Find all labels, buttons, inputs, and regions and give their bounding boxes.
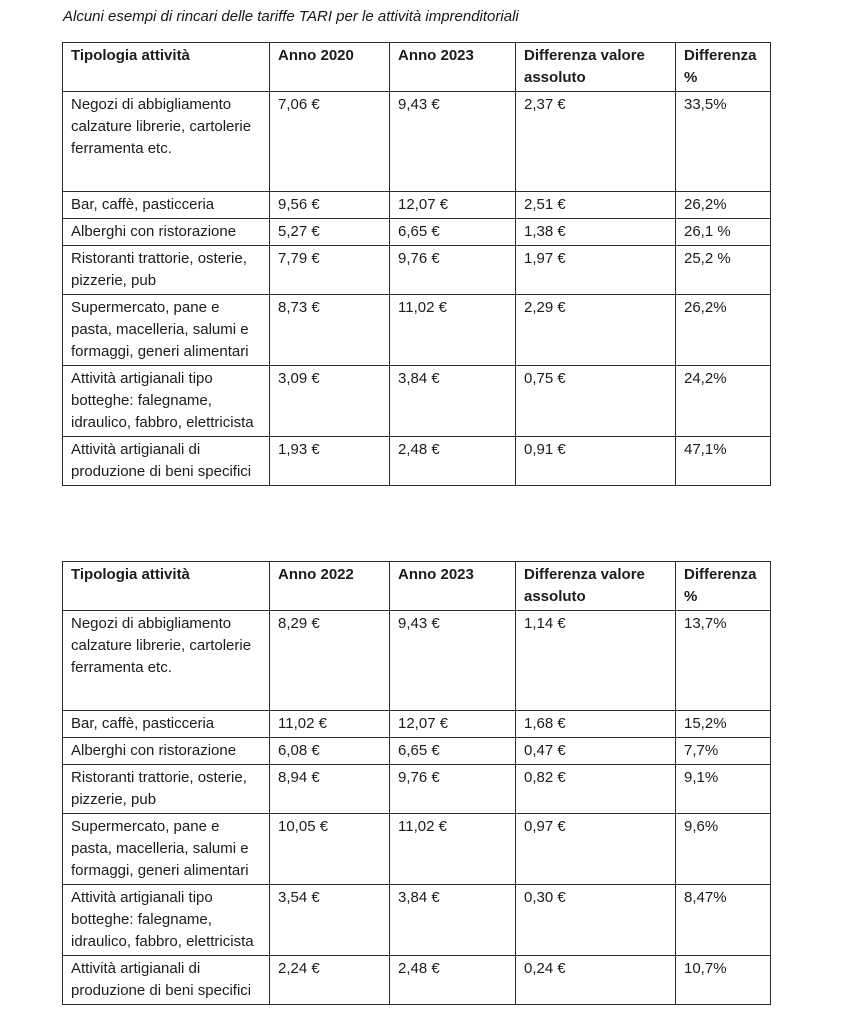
value-cell: 7,7% <box>676 738 771 765</box>
table-row <box>63 711 771 738</box>
table-row <box>63 192 771 219</box>
table-row <box>63 956 771 1005</box>
column-header: Anno 2023 <box>390 43 516 92</box>
value-cell: 2,37 € <box>516 92 676 192</box>
value-cell: 3,09 € <box>270 366 390 437</box>
header-row <box>63 562 771 611</box>
value-cell: 15,2% <box>676 711 771 738</box>
activity-type-cell: Attività artigianali di produzione di beni specifici <box>63 437 270 486</box>
value-cell: 2,48 € <box>390 956 516 1005</box>
value-cell: 0,91 € <box>516 437 676 486</box>
tari-table-2020-2023 <box>62 42 771 486</box>
activity-type-cell: Ristoranti trattorie, osterie, pizzerie, pub <box>63 765 270 814</box>
value-cell: 26,2% <box>676 295 771 366</box>
value-cell: 2,48 € <box>390 437 516 486</box>
table-row <box>63 246 771 295</box>
value-cell: 2,24 € <box>270 956 390 1005</box>
value-cell: 9,56 € <box>270 192 390 219</box>
value-cell: 13,7% <box>676 611 771 711</box>
value-cell: 2,29 € <box>516 295 676 366</box>
activity-type-cell: Bar, caffè, pasticceria <box>63 711 270 738</box>
table-row <box>63 92 771 192</box>
column-header: Anno 2023 <box>390 562 516 611</box>
value-cell: 7,79 € <box>270 246 390 295</box>
column-header: Differenza % <box>676 562 771 611</box>
value-cell: 0,97 € <box>516 814 676 885</box>
value-cell: 10,7% <box>676 956 771 1005</box>
value-cell: 3,84 € <box>390 366 516 437</box>
table-row <box>63 885 771 956</box>
table-row <box>63 437 771 486</box>
table-row <box>63 814 771 885</box>
value-cell: 26,2% <box>676 192 771 219</box>
value-cell: 1,38 € <box>516 219 676 246</box>
value-cell: 8,94 € <box>270 765 390 814</box>
value-cell: 8,47% <box>676 885 771 956</box>
value-cell: 25,2 % <box>676 246 771 295</box>
activity-type-cell: Supermercato, pane e pasta, macelleria, salumi e formaggi, generi alimentari <box>63 295 270 366</box>
value-cell: 8,73 € <box>270 295 390 366</box>
activity-type-cell: Negozi di abbigliamento calzature librerie, cartolerie ferramenta etc. <box>63 92 270 192</box>
value-cell: 33,5% <box>676 92 771 192</box>
value-cell: 1,14 € <box>516 611 676 711</box>
value-cell: 9,43 € <box>390 611 516 711</box>
value-cell: 6,08 € <box>270 738 390 765</box>
column-header: Differenza % <box>676 43 771 92</box>
header-row <box>63 43 771 92</box>
activity-type-cell: Bar, caffè, pasticceria <box>63 192 270 219</box>
value-cell: 26,1 % <box>676 219 771 246</box>
value-cell: 9,6% <box>676 814 771 885</box>
table-row <box>63 765 771 814</box>
value-cell: 12,07 € <box>390 192 516 219</box>
value-cell: 24,2% <box>676 366 771 437</box>
value-cell: 3,84 € <box>390 885 516 956</box>
value-cell: 7,06 € <box>270 92 390 192</box>
value-cell: 0,82 € <box>516 765 676 814</box>
activity-type-cell: Alberghi con ristorazione <box>63 738 270 765</box>
document-title: Alcuni esempi di rincari delle tariffe TARI per le attività imprenditoriali <box>63 8 519 25</box>
value-cell: 0,24 € <box>516 956 676 1005</box>
value-cell: 0,47 € <box>516 738 676 765</box>
activity-type-cell: Alberghi con ristorazione <box>63 219 270 246</box>
value-cell: 3,54 € <box>270 885 390 956</box>
value-cell: 5,27 € <box>270 219 390 246</box>
column-header: Differenza valore assoluto <box>516 43 676 92</box>
value-cell: 11,02 € <box>390 295 516 366</box>
column-header: Differenza valore assoluto <box>516 562 676 611</box>
activity-type-cell: Negozi di abbigliamento calzature librerie, cartolerie ferramenta etc. <box>63 611 270 711</box>
table-row <box>63 295 771 366</box>
value-cell: 9,43 € <box>390 92 516 192</box>
activity-type-cell: Attività artigianali tipo botteghe: falegname, idraulico, fabbro, elettricista <box>63 366 270 437</box>
value-cell: 10,05 € <box>270 814 390 885</box>
value-cell: 11,02 € <box>390 814 516 885</box>
value-cell: 6,65 € <box>390 219 516 246</box>
value-cell: 1,68 € <box>516 711 676 738</box>
value-cell: 6,65 € <box>390 738 516 765</box>
value-cell: 47,1% <box>676 437 771 486</box>
tari-table-2022-2023 <box>62 561 771 1005</box>
value-cell: 12,07 € <box>390 711 516 738</box>
value-cell: 1,93 € <box>270 437 390 486</box>
column-header: Tipologia attività <box>63 43 270 92</box>
table-row <box>63 738 771 765</box>
value-cell: 9,1% <box>676 765 771 814</box>
activity-type-cell: Attività artigianali di produzione di beni specifici <box>63 956 270 1005</box>
value-cell: 0,75 € <box>516 366 676 437</box>
value-cell: 2,51 € <box>516 192 676 219</box>
table-row <box>63 366 771 437</box>
column-header: Anno 2022 <box>270 562 390 611</box>
column-header: Anno 2020 <box>270 43 390 92</box>
value-cell: 8,29 € <box>270 611 390 711</box>
value-cell: 1,97 € <box>516 246 676 295</box>
value-cell: 11,02 € <box>270 711 390 738</box>
value-cell: 9,76 € <box>390 246 516 295</box>
activity-type-cell: Ristoranti trattorie, osterie, pizzerie, pub <box>63 246 270 295</box>
activity-type-cell: Supermercato, pane e pasta, macelleria, salumi e formaggi, generi alimentari <box>63 814 270 885</box>
activity-type-cell: Attività artigianali tipo botteghe: falegname, idraulico, fabbro, elettricista <box>63 885 270 956</box>
column-header: Tipologia attività <box>63 562 270 611</box>
table-row <box>63 611 771 711</box>
value-cell: 0,30 € <box>516 885 676 956</box>
value-cell: 9,76 € <box>390 765 516 814</box>
table-row <box>63 219 771 246</box>
